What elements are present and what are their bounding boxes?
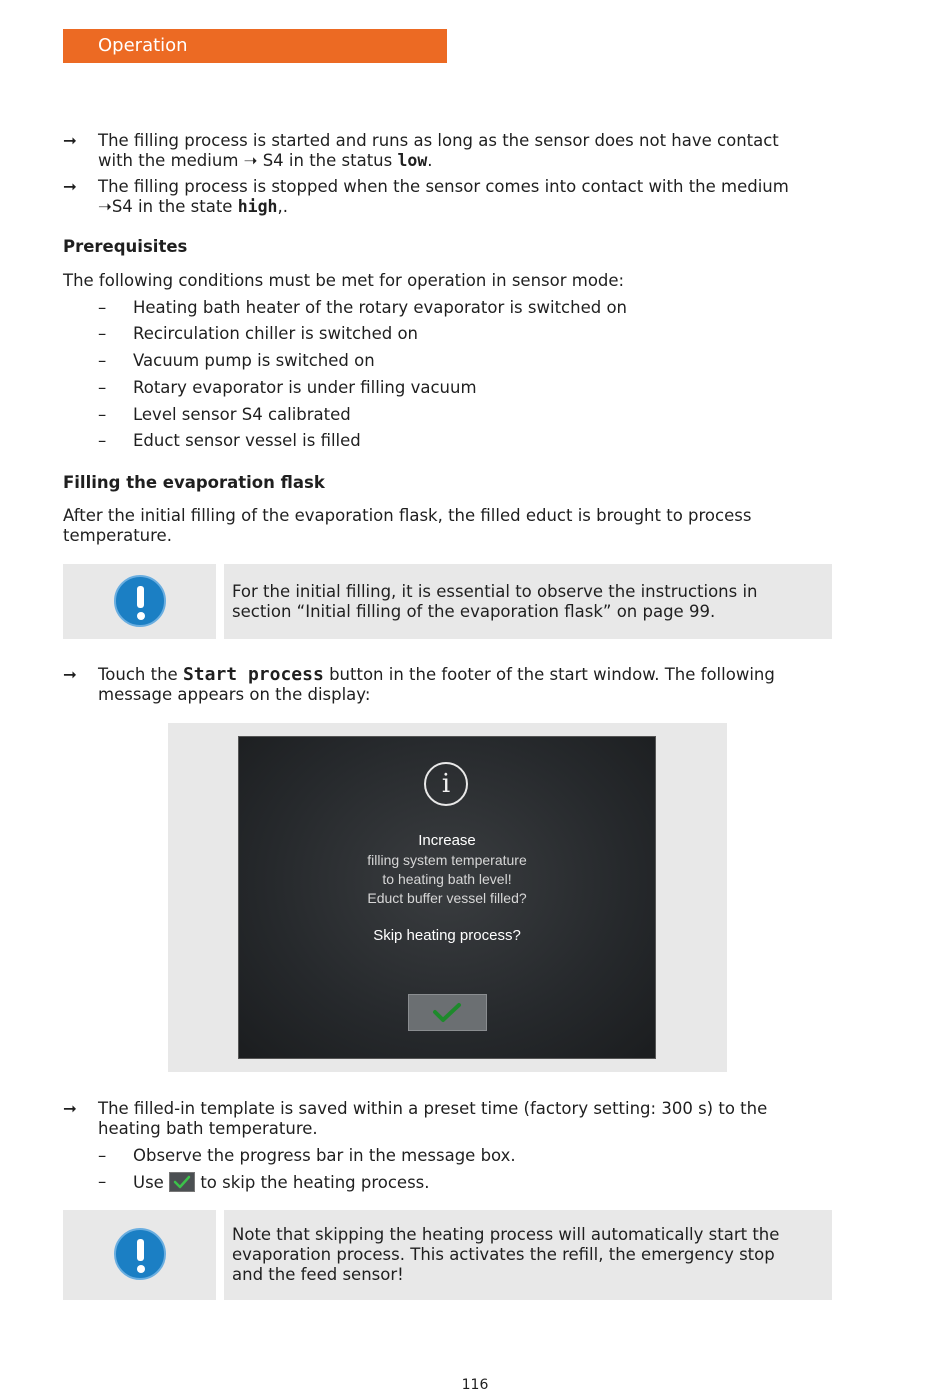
note-skip-heating: Note that skipping the heating process will automatically start the evaporation process. This activates the refill, the emergency stop and the feed sensor! <box>224 1210 832 1300</box>
bullet-filling-stopped <box>98 177 858 217</box>
dialog-line: filling system temperature <box>367 852 527 868</box>
section-title: Operation <box>98 35 188 56</box>
bullet-line: The filling process is stopped when the sensor comes into contact with the medium <box>98 177 789 196</box>
dialog-question: Skip heating process? <box>373 927 521 944</box>
important-info-icon <box>114 575 166 627</box>
confirm-skip-button[interactable] <box>408 994 487 1031</box>
bullet-touch-start: Touch the Start process button in the footer of the start window. The following message appears on the display: <box>98 664 775 704</box>
important-info-icon <box>114 1228 166 1280</box>
bullet-filling-started <box>98 131 858 171</box>
bullet-line: The filling process is started and runs as long as the sensor does not have contact <box>98 131 779 150</box>
note-icon-panel <box>63 1210 216 1300</box>
info-icon: i <box>424 762 468 806</box>
checkmark-icon <box>408 994 487 1031</box>
display-dialog <box>238 736 656 1059</box>
bullet-line: ➝S4 in the state high,. <box>98 197 288 216</box>
status-low-code: low <box>397 151 428 170</box>
bullet-template-saved: The filled-in template is saved within a preset time (factory setting: 300 s) to the heating bath temperature. <box>98 1099 768 1138</box>
filling-heading: Filling the evaporation flask <box>63 473 325 492</box>
dialog-line: Educt buffer vessel filled? <box>367 890 527 906</box>
arrow-bullet: ➞ <box>63 177 77 196</box>
arrow-bullet: ➞ <box>63 1099 77 1118</box>
status-high-code: high <box>237 197 278 216</box>
start-process-code: Start process <box>182 664 324 685</box>
dialog-line: to heating bath level! <box>382 871 512 887</box>
arrow-bullet: ➞ <box>63 131 77 150</box>
bullet-line: with the medium ➝ S4 in the status low. <box>98 151 433 170</box>
note-initial-filling: For the initial filling, it is essential to observe the instructions in section “Initial filling of the evaporation flask” on page 99. <box>224 564 832 639</box>
note-icon-panel <box>63 564 216 639</box>
section-header <box>63 29 447 63</box>
dialog-title: Increase <box>418 832 476 849</box>
prerequisites-heading: Prerequisites <box>63 237 188 256</box>
filling-paragraph: After the initial filling of the evaporation flask, the filled educt is brought to process temperature. <box>63 506 752 545</box>
checkmark-icon <box>169 1172 195 1192</box>
display-screenshot-frame <box>168 723 727 1072</box>
page-number: 116 <box>461 1377 489 1393</box>
prerequisites-intro: The following conditions must be met for operation in sensor mode: <box>63 271 625 290</box>
arrow-bullet: ➞ <box>63 665 77 684</box>
